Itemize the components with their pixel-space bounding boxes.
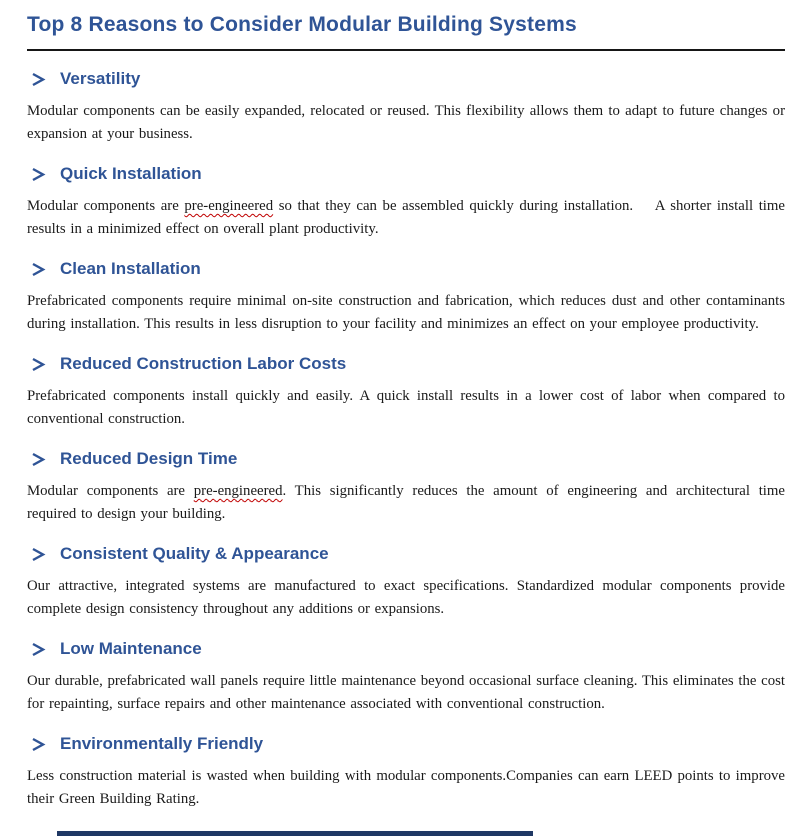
section-paragraph	[27, 385, 785, 431]
section-heading-text: Clean Installation	[60, 259, 201, 278]
cropped-table-edge-bar	[57, 831, 533, 836]
text-segment: Prefabricated components require minimal on-site construction and fabrication, which reduces dust and other contaminants during installation. This results in less disruption to your facility and minimizes an effect on your employee productivity.	[27, 293, 785, 332]
text-segment: Modular components are	[27, 483, 194, 499]
section-heading-text: Environmentally Friendly	[60, 734, 264, 753]
text-segment: Prefabricated components install quickly and easily. A quick install results in a lower cost of labor when compared to conventional construction.	[27, 388, 785, 427]
text-segment: Modular components are	[27, 198, 185, 214]
arrowhead-bullet-icon	[30, 736, 46, 752]
section-environmentally-friendly	[27, 733, 785, 811]
section-paragraph	[27, 195, 785, 241]
section-heading	[30, 163, 785, 185]
section-clean-installation	[27, 258, 785, 336]
arrowhead-bullet-icon	[30, 356, 46, 372]
section-consistent-quality-appearance	[27, 543, 785, 621]
section-heading-text: Low Maintenance	[60, 639, 202, 658]
misspelled-word: pre-engineered	[184, 198, 274, 214]
section-paragraph	[27, 100, 785, 146]
text-segment: Less construction material is wasted when building with modular components.Companies can earn LEED points to improve their Green Building Rating.	[27, 768, 785, 807]
section-low-maintenance	[27, 638, 785, 716]
section-paragraph	[27, 480, 785, 526]
arrowhead-bullet-icon	[30, 641, 46, 657]
section-heading-text: Reduced Construction Labor Costs	[60, 354, 347, 373]
section-heading	[30, 543, 785, 565]
section-heading	[30, 353, 785, 375]
text-segment: Our attractive, integrated systems are manufactured to exact specifications. Standardized modular components provide complete design consistency throughout any additions or expansions.	[27, 578, 785, 617]
section-heading-text: Reduced Design Time	[60, 449, 238, 468]
arrowhead-bullet-icon	[30, 546, 46, 562]
text-segment: Our durable, prefabricated wall panels require little maintenance beyond occasional surface cleaning. This eliminates the cost for repainting, surface repairs and other maintenance associated with conventional construction.	[27, 673, 785, 712]
section-heading-text: Consistent Quality & Appearance	[60, 544, 329, 563]
arrowhead-bullet-icon	[30, 451, 46, 467]
section-heading	[30, 638, 785, 660]
section-heading-text: Quick Installation	[60, 164, 202, 183]
section-heading	[30, 68, 785, 90]
section-quick-installation	[27, 163, 785, 241]
section-heading-text: Versatility	[60, 69, 141, 88]
section-paragraph	[27, 575, 785, 621]
misspelled-word: pre-engineered	[193, 483, 283, 499]
text-segment: Modular components can be easily expanded, relocated or reused. This flexibility allows them to adapt to future changes or expansion at your business.	[27, 103, 785, 142]
arrowhead-bullet-icon	[30, 71, 46, 87]
text-segment: . This significantly reduces the amount of engineering and architectural time required to design your building.	[27, 483, 785, 522]
section-paragraph	[27, 670, 785, 716]
section-versatility	[27, 68, 785, 146]
arrowhead-bullet-icon	[30, 261, 46, 277]
section-reduced-design-time	[27, 448, 785, 526]
arrowhead-bullet-icon	[30, 166, 46, 182]
section-heading	[30, 733, 785, 755]
text-segment: so that they can be assembled quickly during installation. A shorter install time results in a minimized effect on overall plant productivity.	[27, 198, 785, 237]
section-paragraph	[27, 765, 785, 811]
section-heading	[30, 448, 785, 470]
section-heading	[30, 258, 785, 280]
section-paragraph	[27, 290, 785, 336]
title-divider	[27, 49, 785, 51]
section-reduced-construction-labor-costs	[27, 353, 785, 431]
page-title: Top 8 Reasons to Consider Modular Building Systems	[27, 13, 577, 36]
